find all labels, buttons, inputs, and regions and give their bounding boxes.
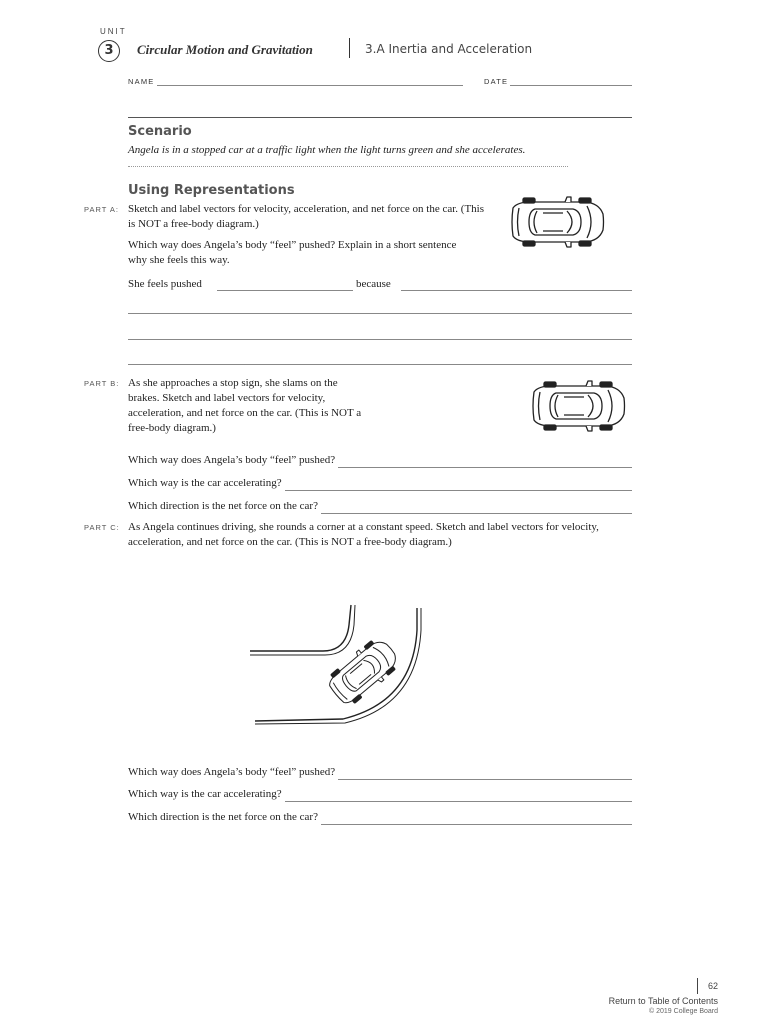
part-c-answer-1-field[interactable] xyxy=(338,769,632,780)
part-c-question-3 xyxy=(128,810,632,825)
title-divider xyxy=(349,38,350,58)
part-c-question-3-text: Which direction is the net force on the car? xyxy=(128,811,318,823)
unit-number-badge: 3 xyxy=(98,40,120,62)
part-b-question-1-text: Which way does Angela’s body “feel” pushed? xyxy=(128,454,336,466)
part-a-reason-field[interactable] xyxy=(401,290,632,291)
name-label: NAME xyxy=(128,77,155,86)
part-a-direction-field[interactable] xyxy=(217,290,353,291)
car-top-view-icon xyxy=(505,193,609,251)
part-b-instruction: As she approaches a stop sign, she slams on the brakes. Sketch and label vectors for velocity, acceleration, and net force on the car. (This is NOT a free-body diagram.) xyxy=(128,377,362,434)
part-b-answer-2-field[interactable] xyxy=(285,480,632,491)
part-a-question: Which way does Angela’s body “feel” pushed? Explain in a short sentence why she feels this way. xyxy=(128,239,457,266)
part-b-question-3-text: Which direction is the net force on the car? xyxy=(128,500,318,512)
part-a-prompt-because: because xyxy=(356,278,391,290)
footer-divider xyxy=(697,978,698,994)
part-a-answer-line[interactable] xyxy=(128,364,632,365)
part-c-instruction: As Angela continues driving, she rounds a corner at a constant speed. Sketch and label vectors for velocity, acceleration, and net force on the car. (This is NOT a free-body diagram.) xyxy=(128,521,599,548)
part-c-question-2-text: Which way is the car accelerating? xyxy=(128,788,282,800)
part-c-answer-3-field[interactable] xyxy=(321,814,632,825)
return-to-toc-link[interactable]: Return to Table of Contents xyxy=(608,996,718,1006)
scenario-divider xyxy=(128,166,568,167)
car-turning-corner-icon xyxy=(245,600,430,730)
part-b-question-1 xyxy=(128,453,632,468)
part-b-question-3 xyxy=(128,499,632,514)
part-a-instruction: Sketch and label vectors for velocity, acceleration, and net force on the car. (This is NOT a free-body diagram.) xyxy=(128,203,485,230)
scenario-heading: Scenario xyxy=(128,124,192,139)
representations-heading: Using Representations xyxy=(128,183,295,198)
part-b-answer-3-field[interactable] xyxy=(321,503,632,514)
date-label: DATE xyxy=(484,77,509,86)
lesson-title: 3.A Inertia and Acceleration xyxy=(365,42,533,56)
name-field[interactable] xyxy=(157,85,463,86)
part-a-answer-line[interactable] xyxy=(128,313,632,314)
part-b-question-2-text: Which way is the car accelerating? xyxy=(128,477,282,489)
part-c-answer-2-field[interactable] xyxy=(285,791,632,802)
part-c-question-1 xyxy=(128,765,632,780)
part-c-question-1-text: Which way does Angela’s body “feel” pushed? xyxy=(128,766,336,778)
page-number: 62 xyxy=(707,981,718,991)
car-top-view-icon xyxy=(526,377,630,435)
part-a-answer-line[interactable] xyxy=(128,339,632,340)
scenario-text: Angela is in a stopped car at a traffic light when the light turns green and she accelerates. xyxy=(128,144,526,156)
part-b-question-2 xyxy=(128,476,632,491)
part-b-label: PART B: xyxy=(84,379,120,388)
section-divider xyxy=(128,117,632,118)
part-a-label: PART A: xyxy=(84,205,119,214)
date-field[interactable] xyxy=(510,85,632,86)
part-c-label: PART C: xyxy=(84,523,120,532)
copyright-notice: © 2019 College Board xyxy=(649,1008,718,1015)
unit-title: Circular Motion and Gravitation xyxy=(137,42,313,57)
part-b-answer-1-field[interactable] xyxy=(338,457,632,468)
part-c-question-2 xyxy=(128,787,632,802)
unit-label: UNIT xyxy=(100,27,127,36)
part-a-prompt-start: She feels pushed xyxy=(128,278,202,290)
